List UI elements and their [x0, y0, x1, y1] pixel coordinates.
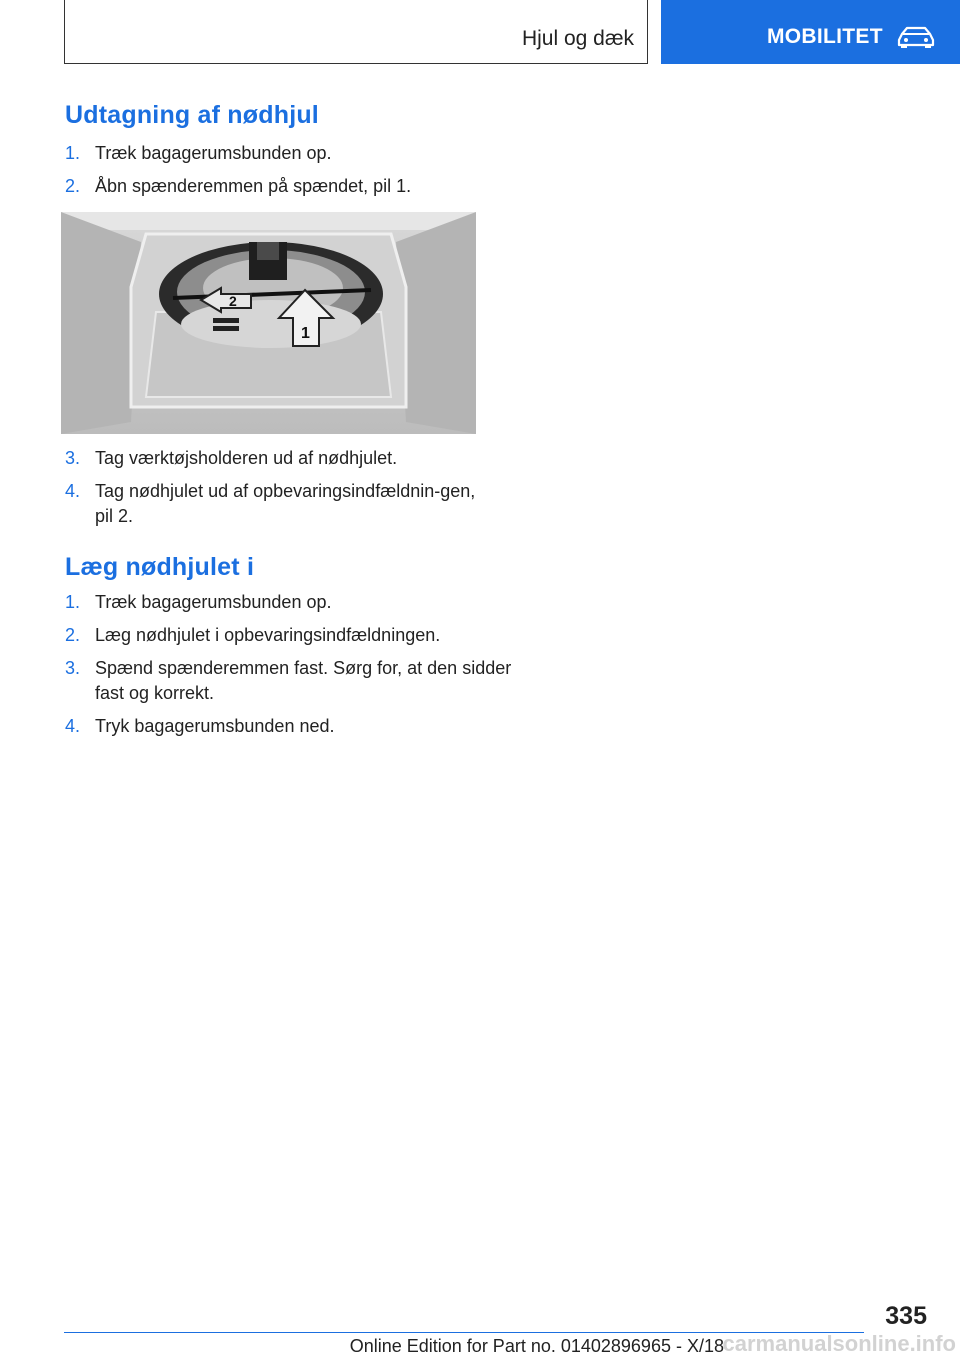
step-number: 1.: [65, 143, 81, 163]
step-text: Tag værktøjsholderen ud af nødhjulet.: [95, 448, 398, 468]
footer-edition: Online Edition for Part no. 01402896965 - X/18: [349, 1336, 724, 1356]
step-text: Spænd spænderemmen fast. Sørg for, at den sidder fast og korrekt.: [95, 658, 512, 703]
step-number: 2.: [65, 625, 81, 645]
step-number: 2.: [65, 176, 81, 196]
list-item: [65, 590, 485, 615]
list-item: [65, 141, 485, 166]
trunk-illustration: [61, 212, 476, 434]
step-number: 4.: [65, 481, 81, 501]
step-number: 3.: [65, 658, 81, 678]
section-title-remove: Udtagning af nødhjul: [65, 101, 319, 129]
step-text: Træk bagagerumsbunden op.: [95, 143, 332, 163]
list-item: [65, 714, 485, 739]
header-section-title: Hjul og dæk: [521, 27, 634, 50]
step-number: 3.: [65, 448, 81, 468]
header-chapter-tab: [661, 0, 960, 64]
header-section-box: [64, 0, 648, 64]
step-text: Tryk bagagerumsbunden ned.: [95, 716, 335, 736]
step-number: 1.: [65, 592, 81, 612]
step-text: Læg nødhjulet i opbevaringsindfældningen.: [95, 625, 441, 645]
step-number: 4.: [65, 716, 81, 736]
list-item: [65, 656, 513, 706]
steps-insert: [65, 590, 512, 739]
list-item: [65, 479, 480, 529]
list-item: [65, 174, 485, 199]
arrow-1-label: 1: [301, 325, 310, 342]
steps-remove-before: [65, 141, 485, 199]
list-item: [65, 446, 485, 471]
car-icon: [897, 26, 935, 48]
spare-wheel-figure: [61, 212, 476, 434]
section-insert-spare: [65, 553, 485, 582]
section-title-insert: Læg nødhjulet i: [65, 553, 255, 581]
steps-remove-after: [65, 446, 485, 529]
header-chapter-title: MOBILITET: [767, 25, 883, 48]
step-text: Åbn spænderemmen på spændet, pil 1.: [95, 176, 412, 196]
footer-watermark: carmanualsonline.info: [722, 1331, 956, 1356]
step-text: Træk bagagerumsbunden op.: [95, 592, 332, 612]
arrow-2-label: 2: [229, 293, 237, 309]
step-text: Tag nødhjulet ud af opbevaringsindfældnin-gen, pil 2.: [95, 481, 476, 526]
section-remove-spare: [65, 101, 485, 130]
list-item: [65, 623, 485, 648]
page-number: 335: [885, 1302, 927, 1330]
